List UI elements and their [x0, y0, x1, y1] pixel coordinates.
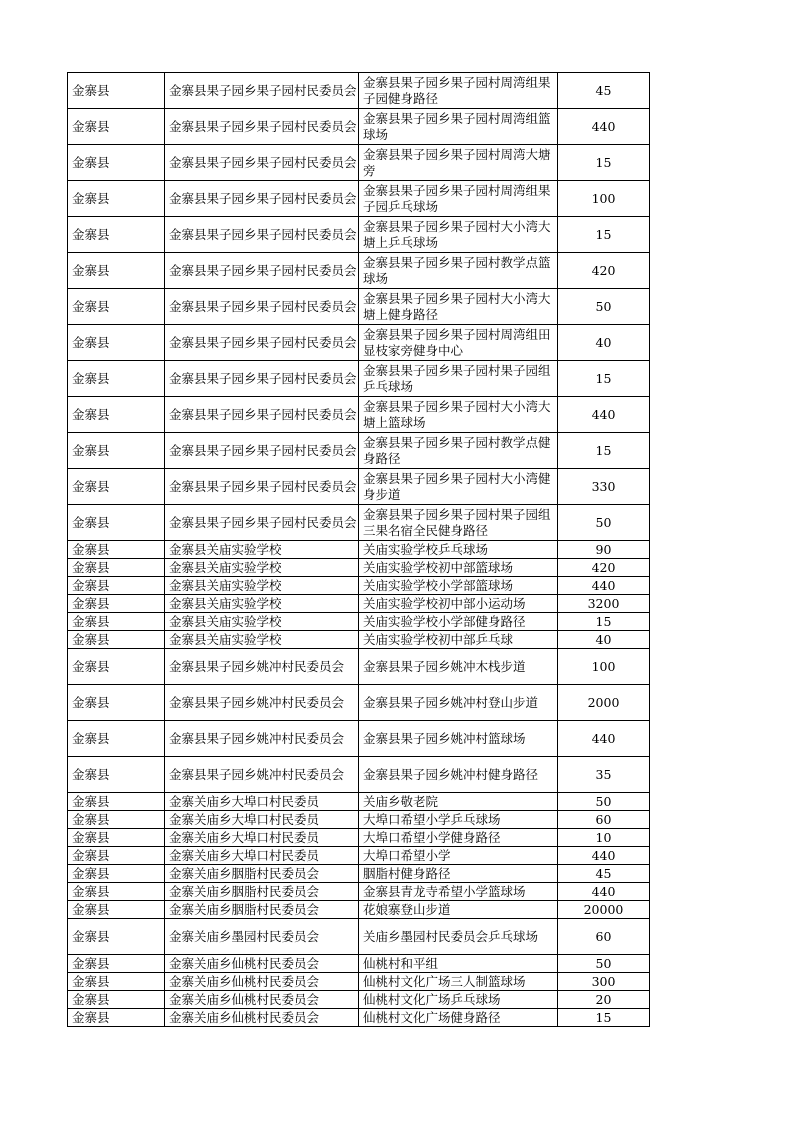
committee-cell: 金寨县关庙实验学校 — [165, 577, 359, 595]
facility-name-cell: 大埠口希望小学健身路径 — [359, 829, 558, 847]
facility-name-cell: 金寨县果子园乡果子园村教学点篮球场 — [359, 253, 558, 289]
committee-cell: 金寨县果子园乡果子园村民委员会 — [165, 109, 359, 145]
table-row — [68, 919, 650, 955]
committee-cell: 金寨县果子园乡果子园村民委员会 — [165, 361, 359, 397]
facility-name-cell: 关庙乡敬老院 — [359, 793, 558, 811]
county-cell: 金寨县 — [68, 685, 165, 721]
county-cell: 金寨县 — [68, 541, 165, 559]
facility-name-cell: 大埠口希望小学乒乓球场 — [359, 811, 558, 829]
table-row — [68, 397, 650, 433]
area-cell: 15 — [558, 433, 650, 469]
county-cell: 金寨县 — [68, 433, 165, 469]
committee-cell: 金寨县果子园乡姚冲村民委员会 — [165, 721, 359, 757]
facility-name-cell: 花娘寨登山步道 — [359, 901, 558, 919]
table-row — [68, 829, 650, 847]
table-row — [68, 793, 650, 811]
committee-cell: 金寨县果子园乡姚冲村民委员会 — [165, 685, 359, 721]
facility-name-cell: 金寨县果子园乡果子园村大小湾健身步道 — [359, 469, 558, 505]
committee-cell: 金寨关庙乡大埠口村民委员 — [165, 793, 359, 811]
committee-cell: 金寨关庙乡大埠口村民委员 — [165, 811, 359, 829]
table-row — [68, 577, 650, 595]
area-cell: 440 — [558, 397, 650, 433]
county-cell: 金寨县 — [68, 613, 165, 631]
county-cell: 金寨县 — [68, 577, 165, 595]
table-row — [68, 325, 650, 361]
facility-name-cell: 仙桃村文化广场健身路径 — [359, 1009, 558, 1027]
county-cell: 金寨县 — [68, 1009, 165, 1027]
facility-name-cell: 大埠口希望小学 — [359, 847, 558, 865]
county-cell: 金寨县 — [68, 109, 165, 145]
area-cell: 15 — [558, 217, 650, 253]
area-cell: 420 — [558, 559, 650, 577]
area-cell: 440 — [558, 577, 650, 595]
committee-cell: 金寨县果子园乡果子园村民委员会 — [165, 181, 359, 217]
county-cell: 金寨县 — [68, 973, 165, 991]
table-row — [68, 685, 650, 721]
facility-name-cell: 金寨县青龙寺希望小学篮球场 — [359, 883, 558, 901]
committee-cell: 金寨县关庙实验学校 — [165, 595, 359, 613]
area-cell: 100 — [558, 181, 650, 217]
area-cell: 40 — [558, 325, 650, 361]
area-cell: 440 — [558, 883, 650, 901]
area-cell: 330 — [558, 469, 650, 505]
facility-name-cell: 关庙乡墨园村民委员会乒乓球场 — [359, 919, 558, 955]
area-cell: 60 — [558, 919, 650, 955]
area-cell: 45 — [558, 73, 650, 109]
committee-cell: 金寨县关庙实验学校 — [165, 613, 359, 631]
county-cell: 金寨县 — [68, 73, 165, 109]
table-row — [68, 721, 650, 757]
area-cell: 60 — [558, 811, 650, 829]
county-cell: 金寨县 — [68, 883, 165, 901]
county-cell: 金寨县 — [68, 361, 165, 397]
table-row — [68, 883, 650, 901]
facility-name-cell: 关庙实验学校初中部小运动场 — [359, 595, 558, 613]
table-row — [68, 865, 650, 883]
committee-cell: 金寨关庙乡胭脂村民委员会 — [165, 901, 359, 919]
committee-cell: 金寨关庙乡大埠口村民委员 — [165, 847, 359, 865]
facility-name-cell: 金寨县果子园乡果子园村果子园组三果名宿全民健身路径 — [359, 505, 558, 541]
facility-name-cell: 金寨县果子园乡果子园村果子园组乒乓球场 — [359, 361, 558, 397]
county-cell: 金寨县 — [68, 955, 165, 973]
committee-cell: 金寨关庙乡仙桃村民委员会 — [165, 973, 359, 991]
facility-table-body — [68, 73, 650, 1027]
committee-cell: 金寨县果子园乡果子园村民委员会 — [165, 217, 359, 253]
committee-cell: 金寨关庙乡胭脂村民委员会 — [165, 865, 359, 883]
table-row — [68, 631, 650, 649]
table-row — [68, 181, 650, 217]
facility-name-cell: 金寨县果子园乡果子园村教学点健身路径 — [359, 433, 558, 469]
committee-cell: 金寨县关庙实验学校 — [165, 631, 359, 649]
table-row — [68, 649, 650, 685]
committee-cell: 金寨关庙乡仙桃村民委员会 — [165, 955, 359, 973]
county-cell: 金寨县 — [68, 829, 165, 847]
area-cell: 40 — [558, 631, 650, 649]
county-cell: 金寨县 — [68, 631, 165, 649]
area-cell: 15 — [558, 361, 650, 397]
facility-name-cell: 金寨县果子园乡果子园村周湾组篮球场 — [359, 109, 558, 145]
county-cell: 金寨县 — [68, 469, 165, 505]
county-cell: 金寨县 — [68, 325, 165, 361]
committee-cell: 金寨县果子园乡果子园村民委员会 — [165, 253, 359, 289]
county-cell: 金寨县 — [68, 289, 165, 325]
table-row — [68, 559, 650, 577]
facility-name-cell: 金寨县果子园乡姚冲村登山步道 — [359, 685, 558, 721]
table-row — [68, 217, 650, 253]
committee-cell: 金寨县果子园乡姚冲村民委员会 — [165, 757, 359, 793]
facility-name-cell: 胭脂村健身路径 — [359, 865, 558, 883]
facility-name-cell: 金寨县果子园乡果子园村大小湾大塘上乒乓球场 — [359, 217, 558, 253]
committee-cell: 金寨县果子园乡果子园村民委员会 — [165, 469, 359, 505]
table-row — [68, 253, 650, 289]
area-cell: 3200 — [558, 595, 650, 613]
county-cell: 金寨县 — [68, 757, 165, 793]
county-cell: 金寨县 — [68, 145, 165, 181]
table-row — [68, 433, 650, 469]
county-cell: 金寨县 — [68, 721, 165, 757]
facility-name-cell: 关庙实验学校小学部健身路径 — [359, 613, 558, 631]
facility-name-cell: 仙桃村文化广场乒乓球场 — [359, 991, 558, 1009]
committee-cell: 金寨县关庙实验学校 — [165, 541, 359, 559]
table-row — [68, 901, 650, 919]
committee-cell: 金寨县果子园乡果子园村民委员会 — [165, 145, 359, 181]
area-cell: 2000 — [558, 685, 650, 721]
county-cell: 金寨县 — [68, 901, 165, 919]
facility-name-cell: 金寨县果子园乡果子园村周湾组果子园乒乓球场 — [359, 181, 558, 217]
committee-cell: 金寨县果子园乡果子园村民委员会 — [165, 73, 359, 109]
facility-name-cell: 关庙实验学校小学部篮球场 — [359, 577, 558, 595]
area-cell: 50 — [558, 793, 650, 811]
county-cell: 金寨县 — [68, 397, 165, 433]
committee-cell: 金寨关庙乡大埠口村民委员 — [165, 829, 359, 847]
area-cell: 50 — [558, 505, 650, 541]
table-row — [68, 613, 650, 631]
area-cell: 440 — [558, 109, 650, 145]
area-cell: 90 — [558, 541, 650, 559]
area-cell: 10 — [558, 829, 650, 847]
facility-name-cell: 金寨县果子园乡果子园村周湾组果子园健身路径 — [359, 73, 558, 109]
committee-cell: 金寨关庙乡胭脂村民委员会 — [165, 883, 359, 901]
facility-name-cell: 金寨县果子园乡姚冲村篮球场 — [359, 721, 558, 757]
county-cell: 金寨县 — [68, 559, 165, 577]
county-cell: 金寨县 — [68, 595, 165, 613]
table-row — [68, 991, 650, 1009]
table-row — [68, 541, 650, 559]
facility-name-cell: 金寨县果子园乡果子园村大小湾大塘上健身路径 — [359, 289, 558, 325]
county-cell: 金寨县 — [68, 865, 165, 883]
county-cell: 金寨县 — [68, 919, 165, 955]
table-row — [68, 757, 650, 793]
committee-cell: 金寨关庙乡墨园村民委员会 — [165, 919, 359, 955]
committee-cell: 金寨县果子园乡姚冲村民委员会 — [165, 649, 359, 685]
table-row — [68, 289, 650, 325]
county-cell: 金寨县 — [68, 253, 165, 289]
committee-cell: 金寨县果子园乡果子园村民委员会 — [165, 433, 359, 469]
area-cell: 420 — [558, 253, 650, 289]
county-cell: 金寨县 — [68, 505, 165, 541]
area-cell: 15 — [558, 1009, 650, 1027]
area-cell: 50 — [558, 289, 650, 325]
county-cell: 金寨县 — [68, 649, 165, 685]
area-cell: 300 — [558, 973, 650, 991]
area-cell: 20000 — [558, 901, 650, 919]
committee-cell: 金寨县果子园乡果子园村民委员会 — [165, 325, 359, 361]
facility-name-cell: 仙桃村文化广场三人制篮球场 — [359, 973, 558, 991]
table-row — [68, 955, 650, 973]
committee-cell: 金寨县关庙实验学校 — [165, 559, 359, 577]
facility-name-cell: 关庙实验学校初中部乒乓球 — [359, 631, 558, 649]
committee-cell: 金寨县果子园乡果子园村民委员会 — [165, 397, 359, 433]
table-row — [68, 109, 650, 145]
committee-cell: 金寨县果子园乡果子园村民委员会 — [165, 505, 359, 541]
facility-name-cell: 金寨县果子园乡姚冲村健身路径 — [359, 757, 558, 793]
county-cell: 金寨县 — [68, 217, 165, 253]
table-row — [68, 973, 650, 991]
area-cell: 15 — [558, 613, 650, 631]
committee-cell: 金寨县果子园乡果子园村民委员会 — [165, 289, 359, 325]
area-cell: 100 — [558, 649, 650, 685]
area-cell: 35 — [558, 757, 650, 793]
facility-name-cell: 金寨县果子园乡果子园村周湾大塘旁 — [359, 145, 558, 181]
area-cell: 440 — [558, 847, 650, 865]
facility-name-cell: 关庙实验学校乒乓球场 — [359, 541, 558, 559]
committee-cell: 金寨关庙乡仙桃村民委员会 — [165, 991, 359, 1009]
area-cell: 50 — [558, 955, 650, 973]
area-cell: 440 — [558, 721, 650, 757]
facility-table — [67, 72, 650, 1027]
county-cell: 金寨县 — [68, 793, 165, 811]
table-row — [68, 469, 650, 505]
county-cell: 金寨县 — [68, 181, 165, 217]
facility-name-cell: 金寨县果子园乡果子园村大小湾大塘上篮球场 — [359, 397, 558, 433]
area-cell: 15 — [558, 145, 650, 181]
table-row — [68, 145, 650, 181]
table-row — [68, 811, 650, 829]
facility-name-cell: 金寨县果子园乡姚冲木栈步道 — [359, 649, 558, 685]
table-row — [68, 1009, 650, 1027]
table-row — [68, 595, 650, 613]
committee-cell: 金寨关庙乡仙桃村民委员会 — [165, 1009, 359, 1027]
table-row — [68, 73, 650, 109]
county-cell: 金寨县 — [68, 847, 165, 865]
facility-name-cell: 关庙实验学校初中部篮球场 — [359, 559, 558, 577]
area-cell: 45 — [558, 865, 650, 883]
facility-name-cell: 仙桃村和平组 — [359, 955, 558, 973]
table-row — [68, 505, 650, 541]
table-row — [68, 847, 650, 865]
county-cell: 金寨县 — [68, 991, 165, 1009]
area-cell: 20 — [558, 991, 650, 1009]
table-row — [68, 361, 650, 397]
facility-name-cell: 金寨县果子园乡果子园村周湾组田显枝家旁健身中心 — [359, 325, 558, 361]
county-cell: 金寨县 — [68, 811, 165, 829]
